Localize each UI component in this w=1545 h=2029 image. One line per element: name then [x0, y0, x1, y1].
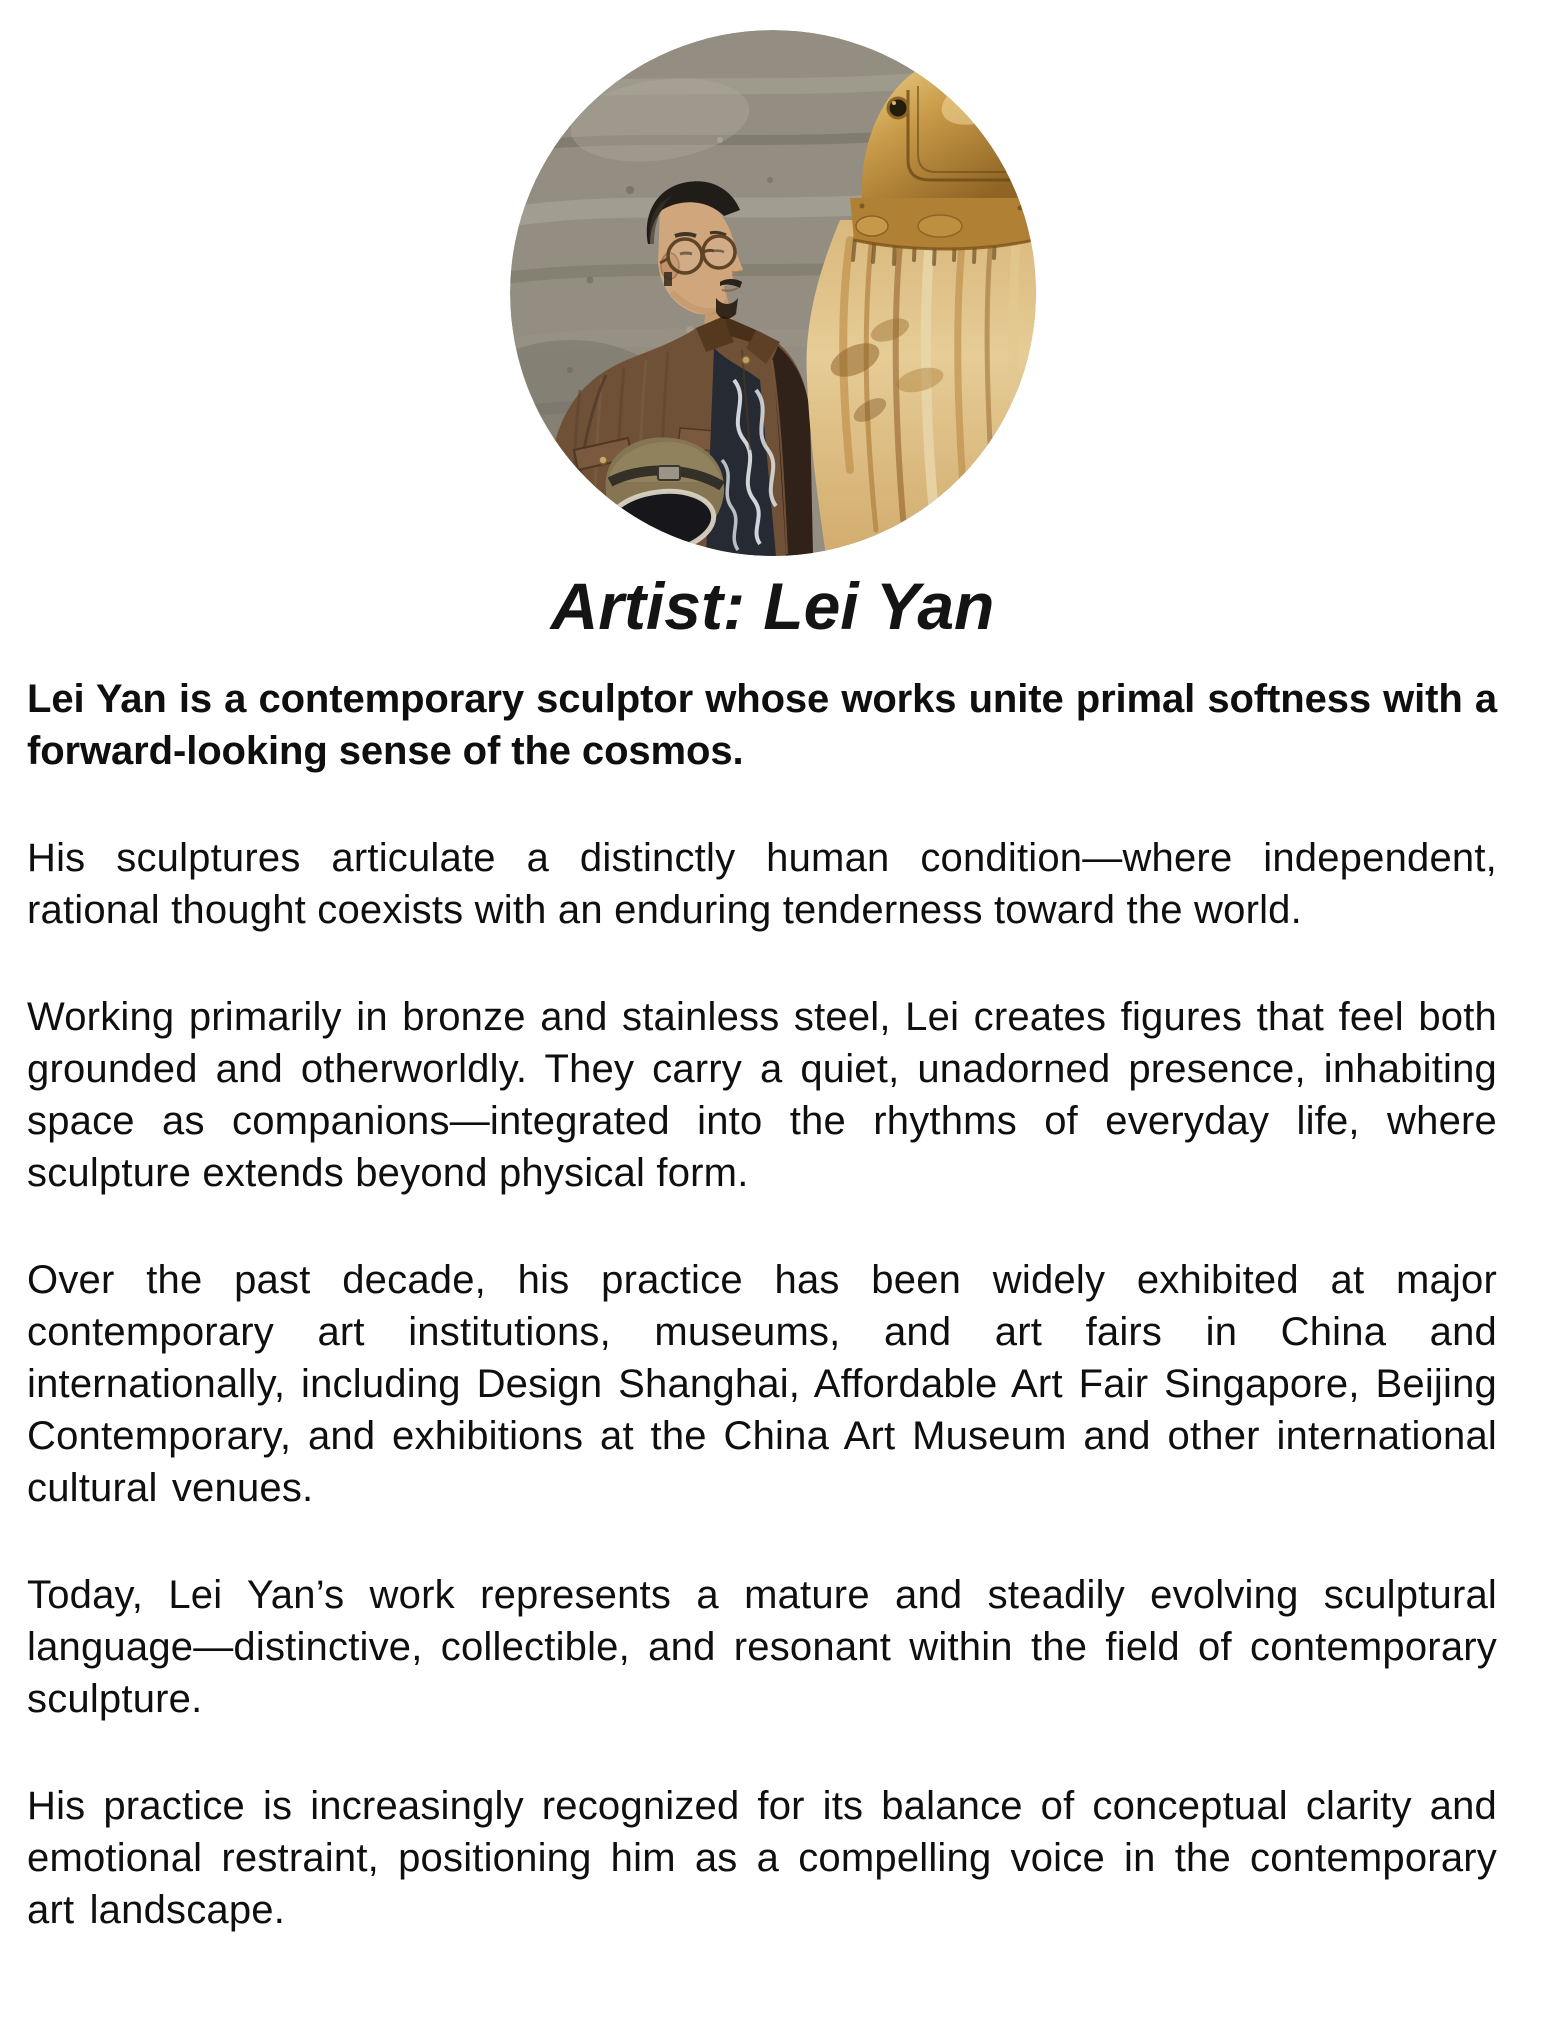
bio-paragraph-3: Working primarily in bronze and stainless steel, Lei creates figures that feel both grounded and otherworldly. They carry a quiet, unadorned presence, inhabiting space as companions—integrated into the rhythms of everyday life, where sculpture extends beyond physical form. — [27, 995, 1497, 1195]
bio-paragraph-4: Over the past decade, his practice has been widely exhibited at major contemporary art institutions, museums, and art fairs in China and internationally, including Design Shanghai, Affordable Art Fair Singapore, Beijing Contemporary, and exhibitions at the China Art Museum and other international cultural venues. — [27, 1258, 1497, 1510]
bio-page — [0, 30, 1545, 1936]
bio-paragraph-1: Lei Yan is a contemporary sculptor whose works unite primal softness with a forward-looking sense of the cosmos. — [27, 677, 1497, 773]
bio-text — [27, 673, 1497, 1936]
page-title: Artist: Lei Yan — [550, 569, 995, 643]
bio-paragraph-6: His practice is increasingly recognized for its balance of conceptual clarity and emotional restraint, positioning him as a compelling voice in the contemporary art landscape. — [27, 1784, 1497, 1932]
bio-paragraph-2: His sculptures articulate a distinctly human condition—where independent, rational thought coexists with an enduring tenderness toward the world. — [27, 836, 1497, 932]
bio-paragraph-5: Today, Lei Yan’s work represents a mature and steadily evolving sculptural language—distinctive, collectible, and resonant within the field of contemporary sculpture. — [27, 1573, 1497, 1721]
artist-photo — [510, 30, 1036, 556]
artist-photo-illustration — [510, 30, 1036, 556]
